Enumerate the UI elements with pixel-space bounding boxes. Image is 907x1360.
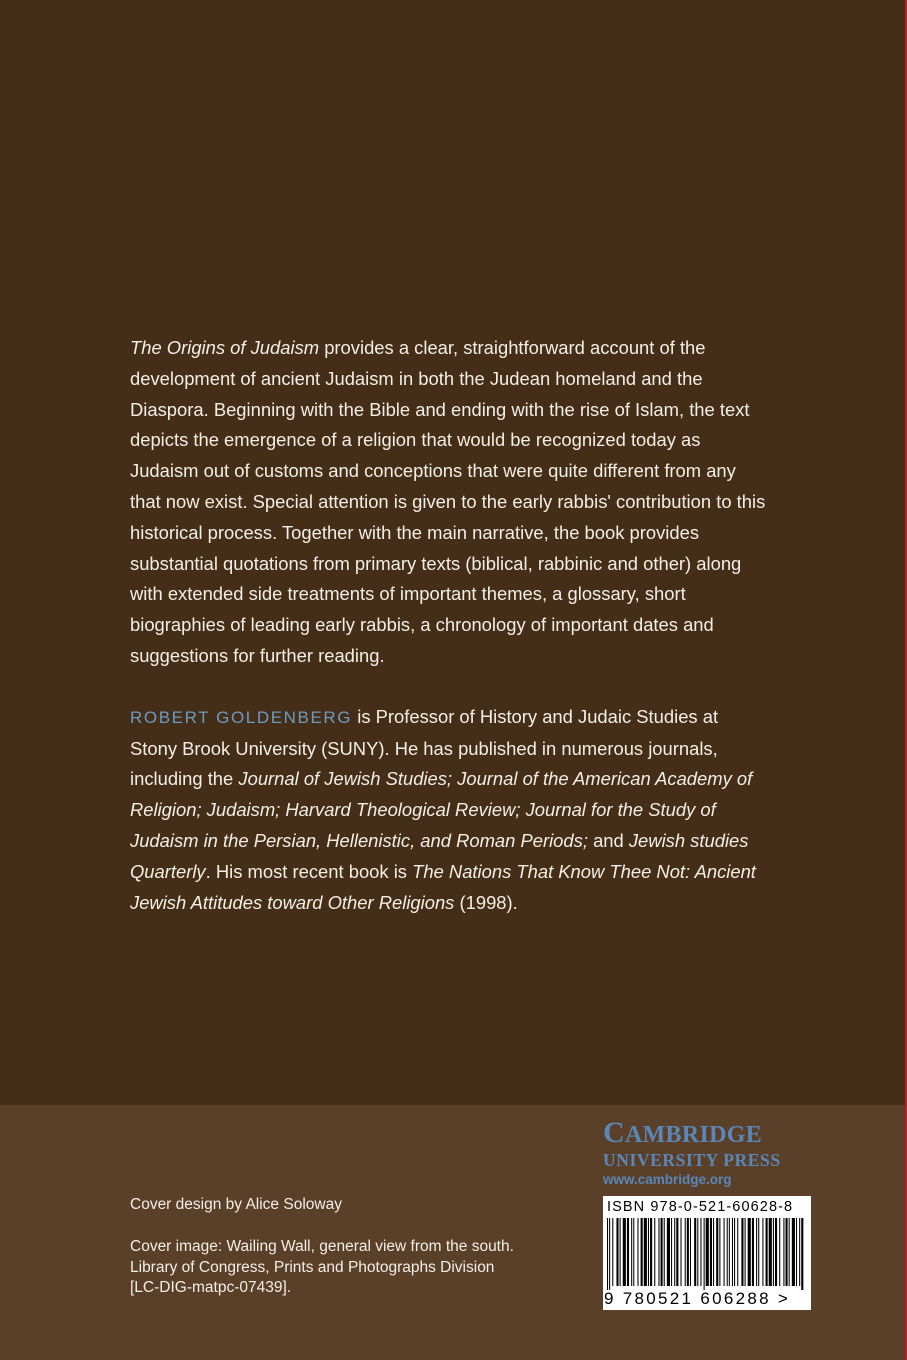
barcode-bar (658, 1218, 659, 1286)
publisher-name (603, 1117, 825, 1151)
barcode-bar (667, 1218, 670, 1286)
barcode-bar (786, 1218, 788, 1286)
bio-text-c: . His most recent book is (205, 860, 413, 882)
barcode-bar (687, 1218, 689, 1286)
barcode-bar (734, 1218, 735, 1286)
barcode-bar (752, 1218, 754, 1286)
barcode-bar (607, 1218, 608, 1290)
barcode-bar (681, 1218, 682, 1286)
barcode-bar (700, 1218, 701, 1286)
bio-journals: Journal of Jewish Studies; Journal of the American Academy of Religion; Judaism; Harvard Theological Review; Journal for the Study of Judaism in the Persian, Hellenistic, and Roman Periods; (130, 768, 753, 851)
barcode-digits: 9 780521 606288 > (604, 1289, 791, 1308)
barcode-bar (727, 1218, 728, 1286)
barcode-bar (748, 1218, 751, 1286)
book-description (130, 333, 770, 918)
bio-journal-last: Jewish studies Quarterly (130, 829, 749, 882)
barcode-bar (741, 1218, 743, 1286)
barcode-bar (609, 1218, 610, 1290)
publisher-subtitle: UNIVERSITY PRESS (603, 1150, 781, 1170)
barcode-bar (724, 1218, 725, 1286)
author-name: ROBERT GOLDENBERG (130, 707, 353, 727)
bio-text-b: and (587, 829, 629, 851)
barcode-bar (612, 1218, 613, 1286)
barcode-bar (713, 1218, 714, 1286)
bio-text-a: is Professor of History and Judaic Studies at Stony Brook University (SUNY). He has published in numerous journals, including the (130, 705, 719, 790)
barcode-bar (620, 1218, 621, 1286)
barcode-bar (710, 1218, 712, 1286)
barcode-bar (644, 1218, 647, 1286)
bio-text-d: (1998). (454, 891, 518, 913)
barcode-bar (732, 1218, 733, 1286)
image-credit-line-1: Cover image: Wailing Wall, general view from the south. (130, 1238, 514, 1255)
barcode-bar (775, 1218, 777, 1286)
barcode-bar (799, 1218, 800, 1286)
barcode-bar (633, 1218, 634, 1286)
barcode-bar (801, 1218, 803, 1290)
image-credit-line-3: [LC-DIG-matpc-07439]. (130, 1279, 292, 1296)
description-paragraph (130, 333, 770, 672)
book-title: The Origins of Judaism (130, 337, 320, 358)
barcode-bar (796, 1218, 797, 1286)
cover-design-credit (130, 1195, 570, 1216)
barcode-bar (756, 1218, 757, 1286)
barcode-bar (769, 1218, 772, 1286)
barcode-bar (623, 1218, 626, 1286)
barcode-bar (671, 1218, 672, 1286)
barcode-bar (773, 1218, 774, 1286)
barcode-bars (605, 1218, 809, 1290)
barcode-bar (690, 1218, 691, 1286)
barcode-bar (719, 1218, 720, 1286)
barcode-bar (762, 1218, 763, 1286)
barcode-bar (729, 1218, 730, 1286)
barcode-bar (637, 1218, 638, 1286)
barcode-bar (697, 1218, 698, 1286)
design-credit-line: Cover design by Alice Soloway (130, 1196, 342, 1213)
publisher-logo (603, 1117, 825, 1189)
barcode-bar (631, 1218, 632, 1286)
publisher-name-rest: AMBRIDGE (624, 1122, 763, 1148)
publisher-name-initial: C (603, 1116, 625, 1149)
barcode-bar (616, 1218, 618, 1286)
image-credit-line-2: Library of Congress, Prints and Photographs Division (130, 1258, 495, 1276)
barcode-bar (654, 1218, 655, 1286)
barcode-bar (779, 1218, 780, 1286)
barcode-bar (661, 1218, 663, 1286)
barcode-bar (641, 1218, 643, 1286)
barcode-bar (694, 1218, 696, 1286)
barcode-bar (685, 1218, 686, 1286)
barcode-bar (758, 1218, 759, 1286)
description-text: provides a clear, straightforward account of the development of ancient Judaism in both the Judean homeland and the Diaspora. Beginning with the Bible and ending with the rise of Islam, the text depicts the emergence of a religion that would be recognized today as Judaism out of customs and conceptions that were quite different from any that now exist. Special attention is given to the early rabbis' contribution to this historical process. Together with the main narrative, the book provides substantial quotations from primary texts (biblical, rabbinic and other) along with extended side treatments of important themes, a glossary, short biographies of leading early rabbis, a chronology of important dates and suggestions for further reading. (130, 337, 766, 666)
barcode-bar (674, 1218, 675, 1286)
barcode-bar (648, 1218, 649, 1286)
bio-recent-book: The Nations That Know Thee Not: Ancient Jewish Attitudes toward Other Religions (130, 860, 756, 913)
barcode-bar (706, 1218, 709, 1286)
author-bio (130, 702, 770, 919)
barcode-bar (676, 1218, 678, 1286)
isbn-text: ISBN 978-0-521-60628-8 (607, 1199, 794, 1215)
barcode-bar (789, 1218, 790, 1286)
publisher-url: www.cambridge.org (603, 1172, 732, 1187)
isbn-barcode (603, 1196, 811, 1310)
barcode-bar (745, 1218, 746, 1286)
barcode-bar (783, 1218, 784, 1286)
barcode-bar (627, 1218, 629, 1286)
barcode-bar (766, 1218, 768, 1286)
barcode-bar (704, 1218, 705, 1290)
barcode-bar (650, 1218, 652, 1286)
barcode-bar (792, 1218, 795, 1286)
cover-image-credit (130, 1237, 570, 1299)
barcode-bar (664, 1218, 665, 1286)
barcode-bar (737, 1218, 738, 1286)
barcode-bar (716, 1218, 718, 1286)
